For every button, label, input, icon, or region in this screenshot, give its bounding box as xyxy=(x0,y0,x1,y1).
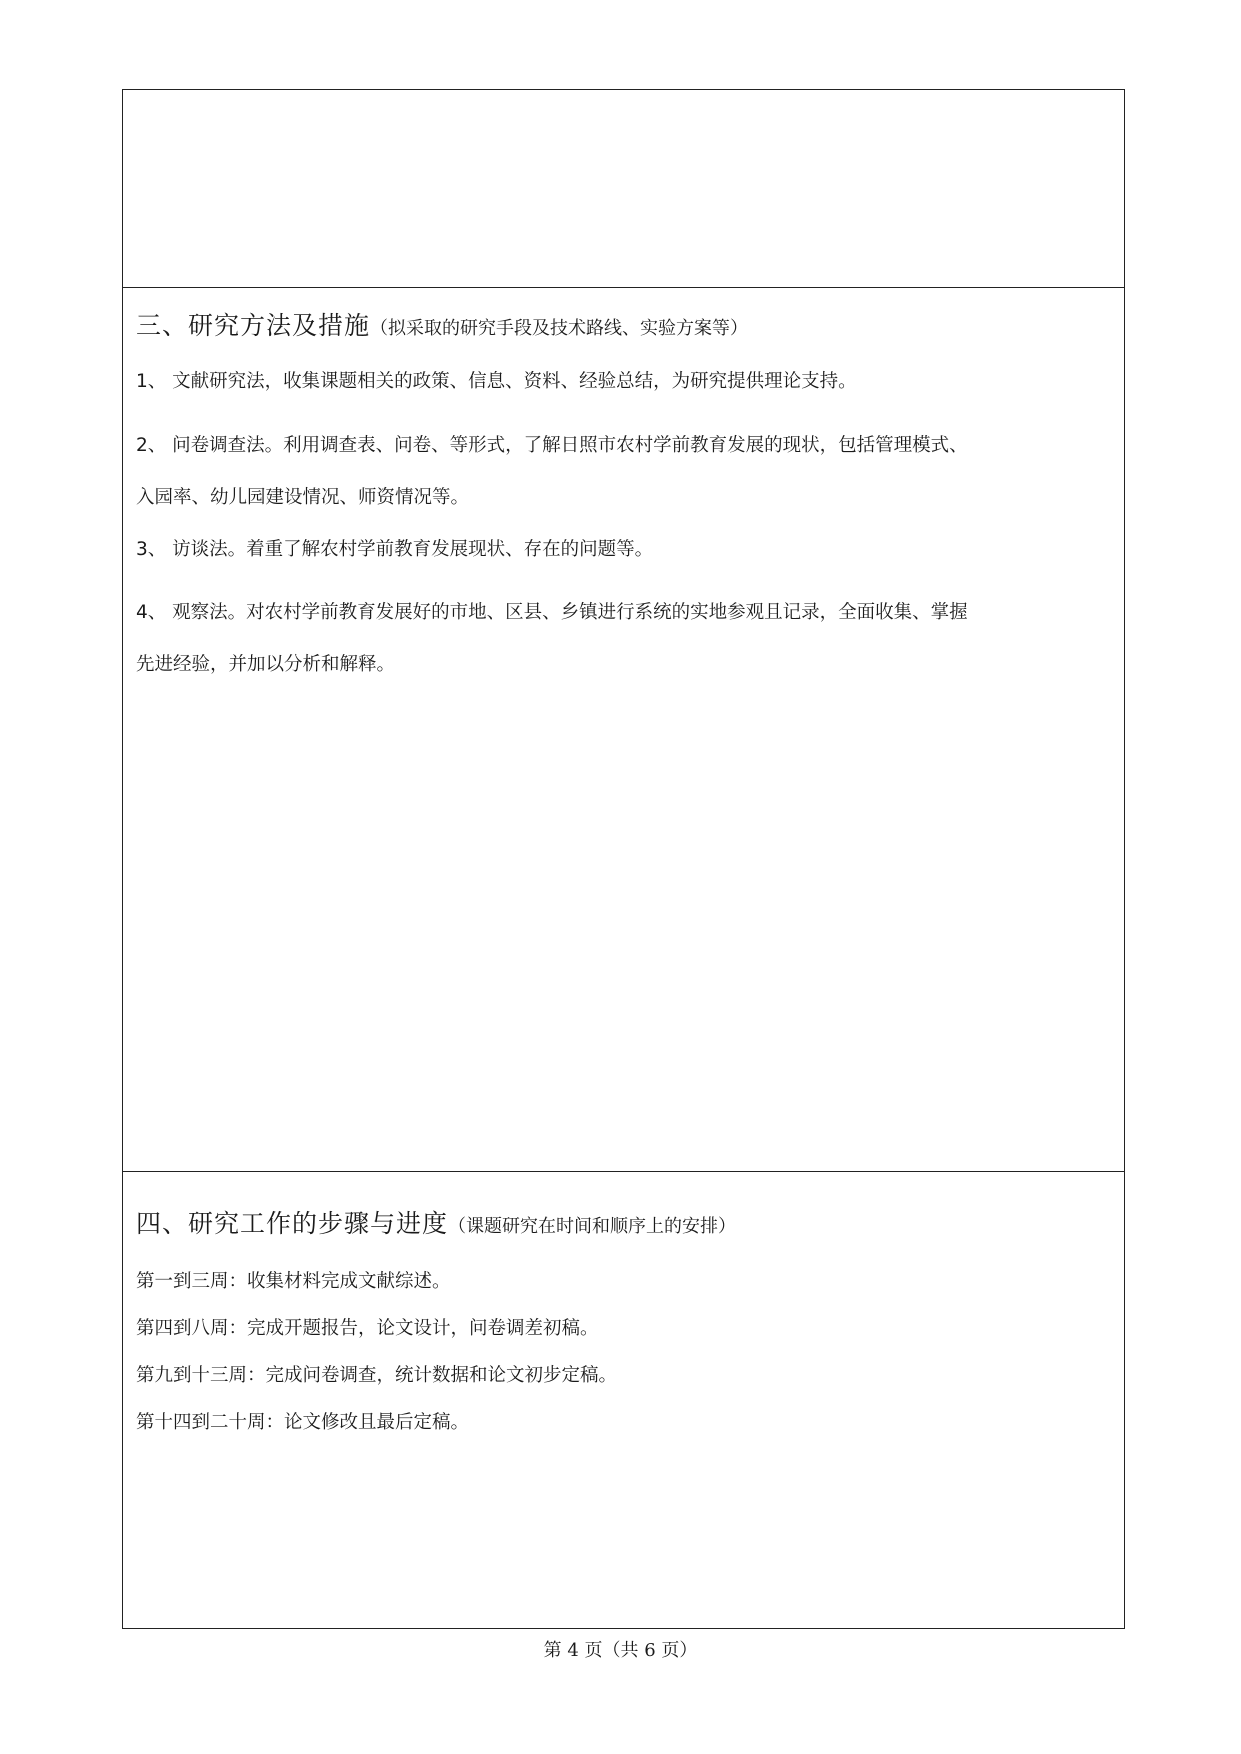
schedule-item-3: 第九到十三周：完成问卷调查，统计数据和论文初步定稿。 xyxy=(136,1365,618,1386)
method-item-2: 2、 问卷调查法。利用调查表、问卷、等形式，了解日照市农村学前教育发展的现状，包括管理模式、 xyxy=(136,435,968,456)
proposal-form-table xyxy=(122,89,1125,1629)
research-schedule-subtitle: （课题研究在时间和顺序上的安排） xyxy=(448,1216,737,1237)
research-methods-heading xyxy=(136,306,748,342)
schedule-item-4: 第十四到二十周：论文修改且最后定稿。 xyxy=(136,1412,470,1433)
research-schedule-title: 四、研究工作的步骤与进度 xyxy=(136,1209,449,1238)
research-methods-title: 三、研究方法及措施 xyxy=(136,311,371,340)
research-methods-cell xyxy=(123,288,1124,1172)
research-methods-subtitle: （拟采取的研究手段及技术路线、实验方案等） xyxy=(370,318,749,339)
research-schedule-cell xyxy=(123,1172,1124,1628)
previous-section-continuation-cell xyxy=(123,90,1124,288)
page-number-footer: 第 4 页（共 6 页） xyxy=(543,1640,698,1661)
method-item-3: 3、 访谈法。着重了解农村学前教育发展现状、存在的问题等。 xyxy=(136,539,654,560)
method-item-4-continued: 先进经验，并加以分析和解释。 xyxy=(136,654,396,675)
schedule-item-2: 第四到八周：完成开题报告，论文设计，问卷调差初稿。 xyxy=(136,1318,599,1339)
method-item-4: 4、 观察法。对农村学前教育发展好的市地、区县、乡镇进行系统的实地参观且记录，全面收集、掌握 xyxy=(136,602,968,623)
method-item-2-continued: 入园率、幼儿园建设情况、师资情况等。 xyxy=(136,487,470,508)
research-schedule-heading xyxy=(136,1204,736,1240)
method-item-1: 1、 文献研究法，收集课题相关的政策、信息、资料、经验总结，为研究提供理论支持。 xyxy=(136,371,857,392)
schedule-item-1: 第一到三周：收集材料完成文献综述。 xyxy=(136,1271,451,1292)
